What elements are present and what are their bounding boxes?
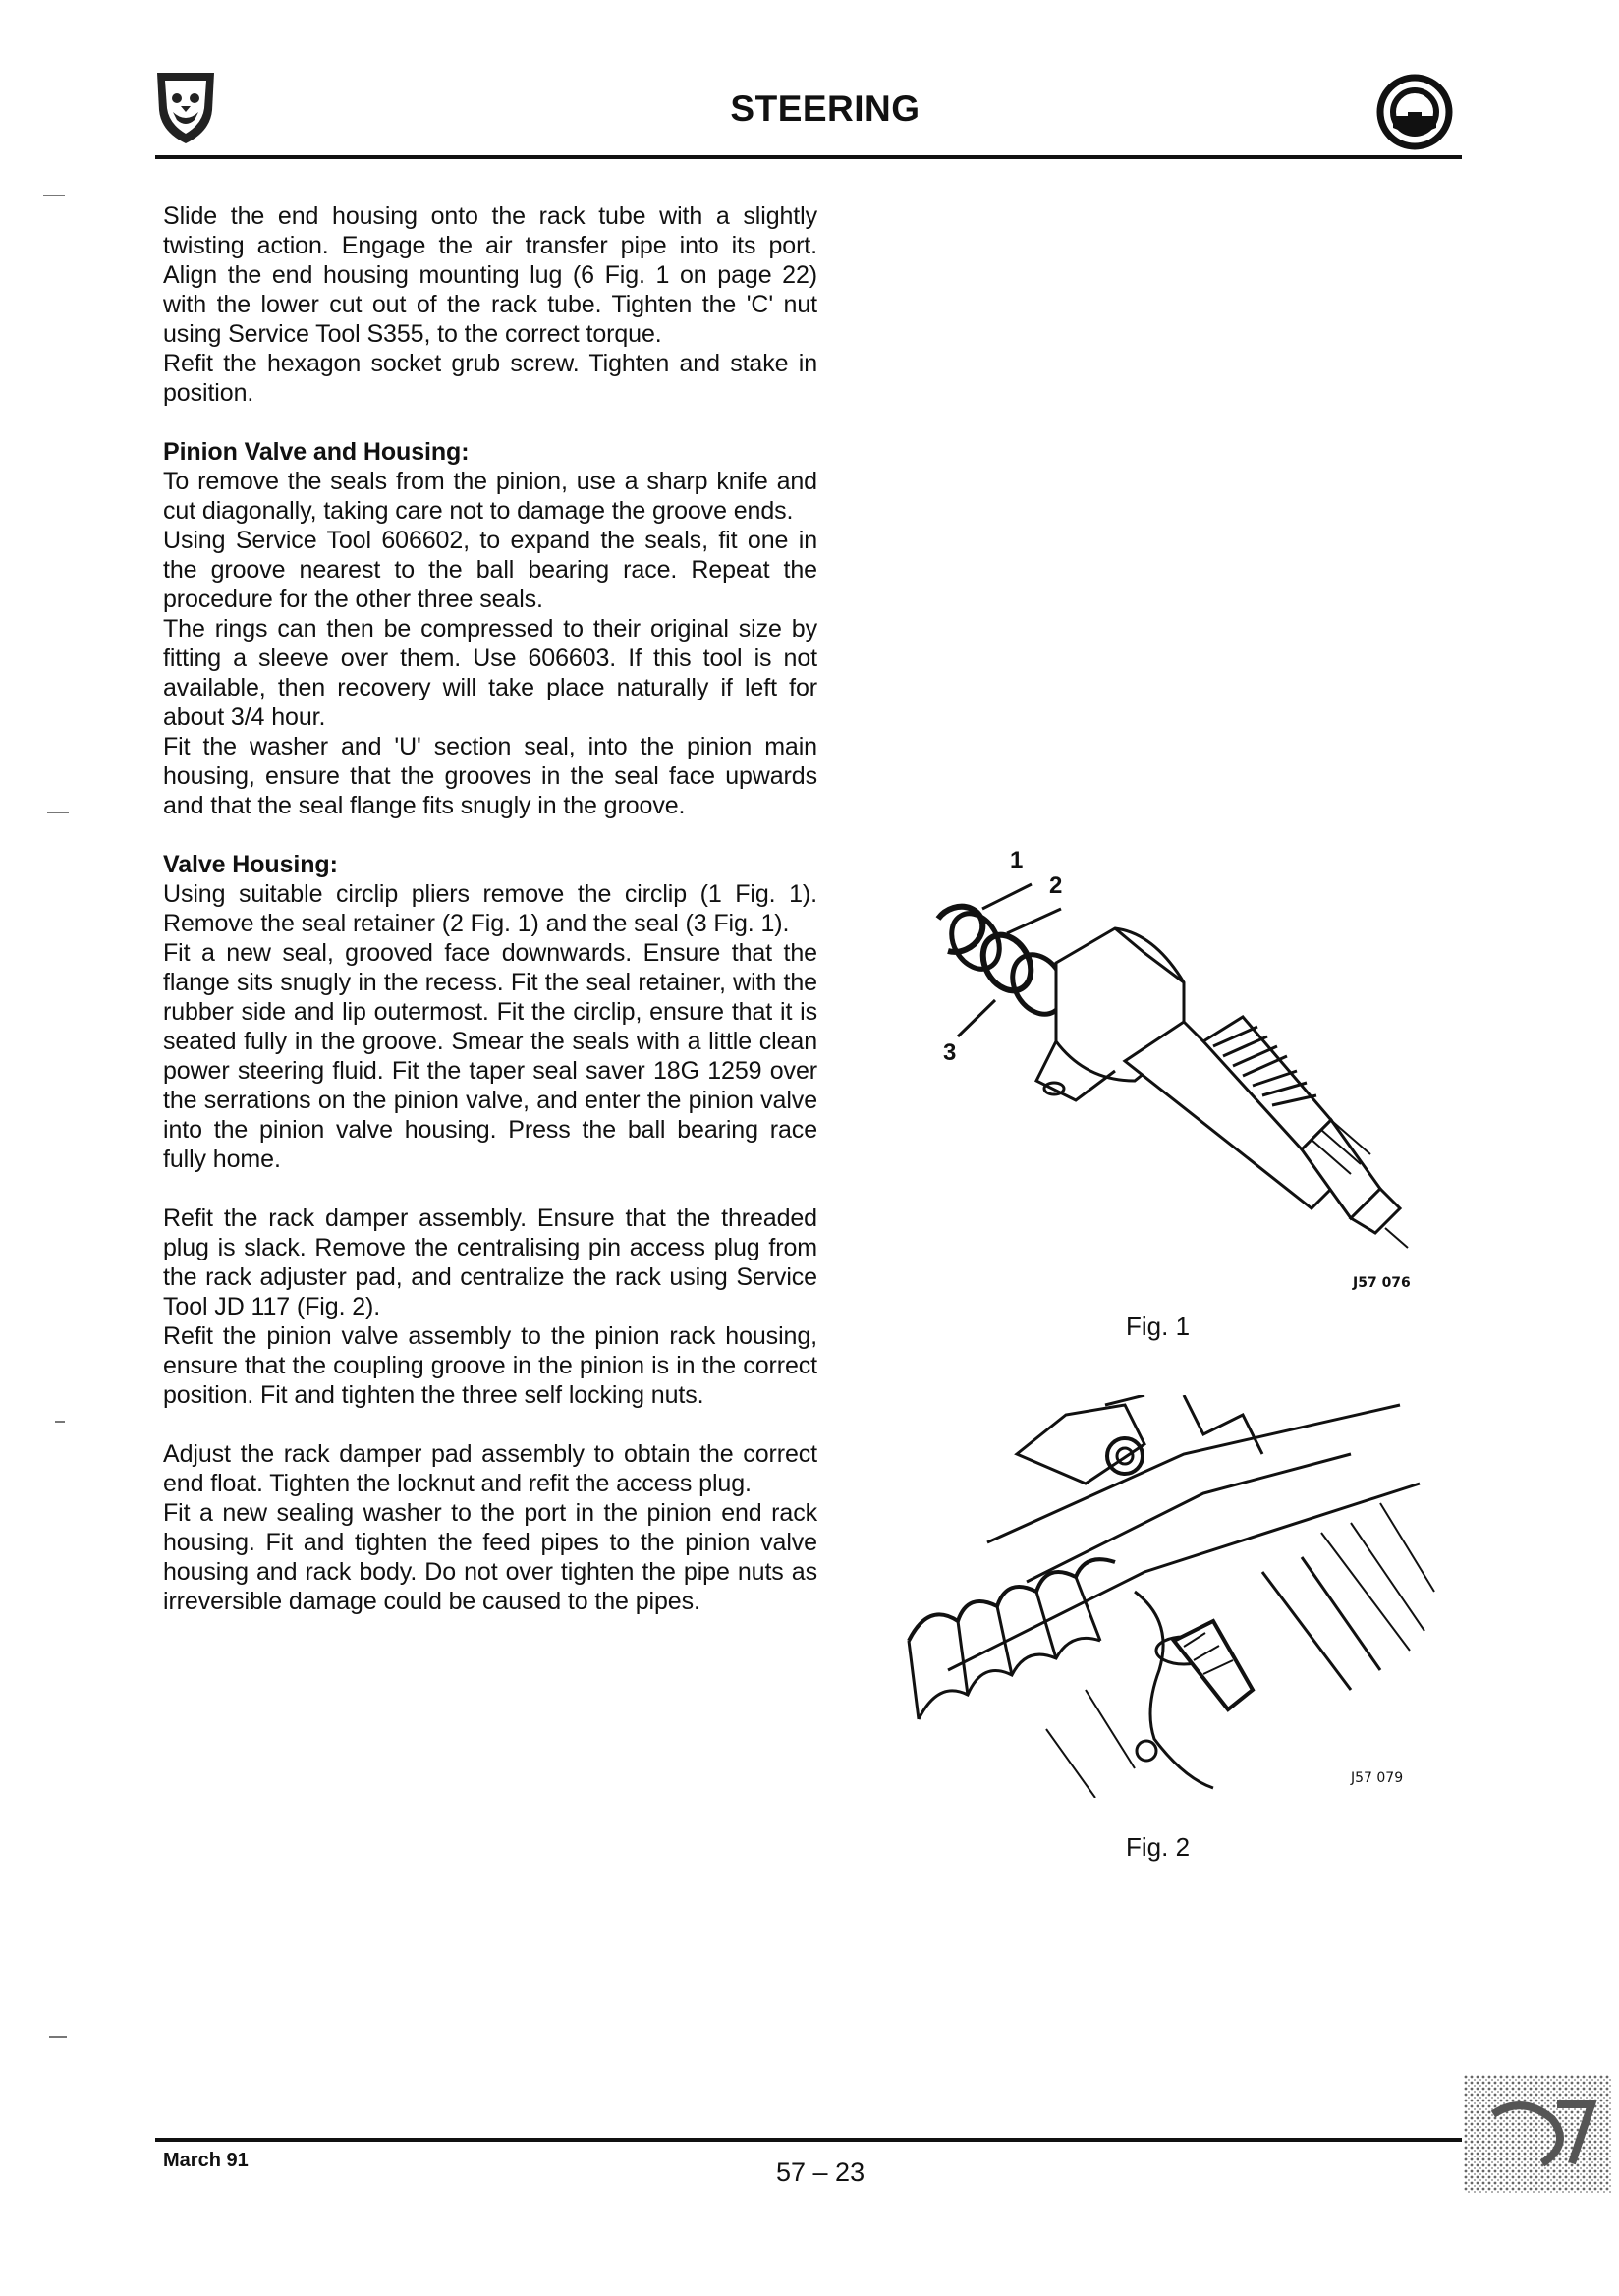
- callout-3: 3: [943, 1039, 957, 1066]
- steering-wheel-icon: [1375, 73, 1454, 151]
- margin-mark: [49, 2036, 67, 2038]
- scan-stamp-pattern: [1464, 2075, 1611, 2193]
- margin-mark: [43, 195, 65, 196]
- body-text-column: [163, 201, 817, 1616]
- margin-mark: [47, 812, 69, 813]
- figure-1-pinion-valve-drawing: [889, 835, 1420, 1297]
- paragraph: Slide the end housing onto the rack tube with a slightly twisting action. Engage the air transfer pipe into its port. Align the end housing mounting lug (6 Fig. 1 on page 22) with the lower cut out of the rack tube. Tighten the 'C' nut using Service Tool S355, to the correct torque.: [163, 202, 817, 348]
- header-rule: [155, 155, 1462, 159]
- paragraph: Refit the rack damper assembly. Ensure that the threaded plug is slack. Remove the centralising pin access plug from the rack adjuster pad, and centralize the rack using Service Tool JD 117 (Fig. 2).: [163, 1204, 817, 1320]
- page-number: 57 – 23: [776, 2157, 865, 2187]
- figure-1-reference: J57 076: [1353, 1275, 1411, 1291]
- page-title: STEERING: [730, 88, 921, 129]
- margin-mark: [55, 1421, 65, 1423]
- paragraph: Fit the washer and 'U' section seal, into the pinion main housing, ensure that the grooves in the seal face upwards and that the seal flange fits snugly in the groove.: [163, 733, 817, 819]
- paragraph: Refit the hexagon socket grub screw. Tighten and stake in position.: [163, 350, 817, 407]
- jaguar-logo-icon: [151, 67, 220, 145]
- paragraph: Fit a new sealing washer to the port in the pinion end rack housing. Fit and tighten the feed pipes to the pinion valve housing and rack body. Do not over tighten the pipe nuts as irreversible damage could be caused to the pipes.: [163, 1499, 817, 1615]
- paragraph: Adjust the rack damper pad assembly to obtain the correct end float. Tighten the locknut and refit the access plug.: [163, 1440, 817, 1497]
- section-heading-pinion-valve: Pinion Valve and Housing:: [163, 438, 470, 466]
- callout-2: 2: [1049, 872, 1063, 899]
- figure-2-reference: J57 079: [1351, 1770, 1404, 1786]
- callout-1: 1: [1010, 847, 1024, 873]
- paragraph: The rings can then be compressed to their original size by fitting a sleeve over them. Use 606603. If this tool is not available, then recovery will take place naturally if left for about 3/4 hour.: [163, 615, 817, 731]
- paragraph: Fit a new seal, grooved face downwards. Ensure that the flange sits snugly in the recess. Fit the seal retainer, with the rubber side and lip outermost. Fit the circlip, ensure that it is seated fully in the groove. Smear the seals with a little clean power steering fluid. Fit the taper seal saver 18G 1259 over the serrations on the pinion valve, and enter the pinion valve into the pinion valve housing. Press the ball bearing race fully home.: [163, 939, 817, 1173]
- paragraph: To remove the seals from the pinion, use a sharp knife and cut diagonally, taking care not to damage the groove ends.: [163, 468, 817, 525]
- paragraph: Using suitable circlip pliers remove the circlip (1 Fig. 1). Remove the seal retainer (2 Fig. 1) and the seal (3 Fig. 1).: [163, 880, 817, 937]
- paragraph: Using Service Tool 606602, to expand the seals, fit one in the groove nearest to the ball bearing race. Repeat the procedure for the other three seals.: [163, 527, 817, 613]
- paragraph: Refit the pinion valve assembly to the pinion rack housing, ensure that the coupling groove in the pinion is in the correct position. Fit and tighten the three self locking nuts.: [163, 1322, 817, 1409]
- figure-1-caption: Fig. 1: [1126, 1312, 1191, 1341]
- footer-rule: [155, 2138, 1462, 2142]
- figure-2-rack-centralising-drawing: [889, 1395, 1439, 1798]
- figure-2-caption: Fig. 2: [1126, 1832, 1191, 1862]
- section-heading-valve-housing: Valve Housing:: [163, 851, 338, 878]
- footer-date: March 91: [163, 2150, 249, 2171]
